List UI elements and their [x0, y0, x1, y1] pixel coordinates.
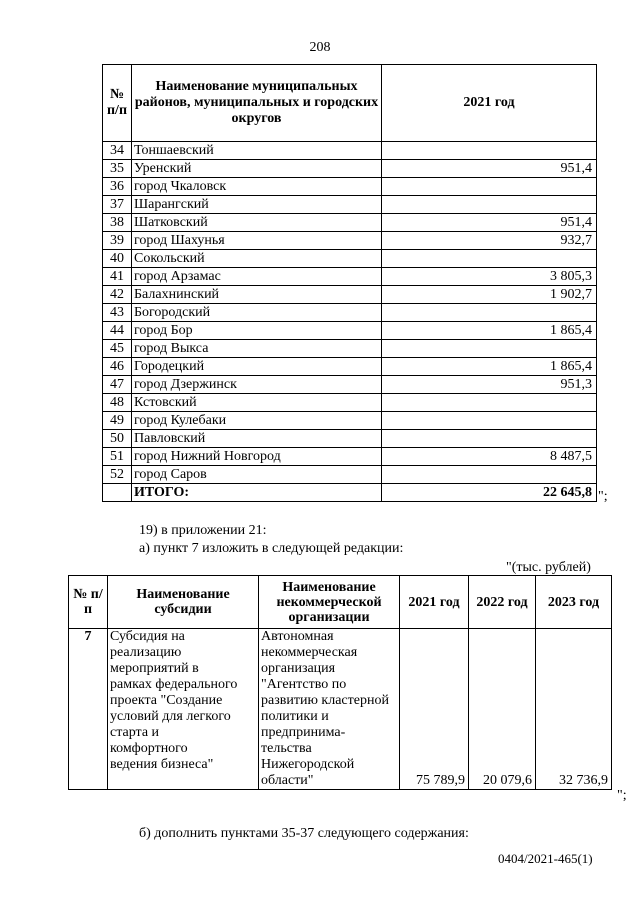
cell-line: некоммерческая	[261, 645, 358, 660]
table-row	[103, 142, 597, 160]
row-num: 41	[103, 268, 132, 286]
row-num: 43	[103, 304, 132, 322]
cell-line: условий для легкого	[110, 709, 231, 724]
row-value: 951,4	[382, 214, 597, 232]
row-num: 46	[103, 358, 132, 376]
row-name: Кстовский	[132, 394, 382, 412]
row-num: 49	[103, 412, 132, 430]
table-row	[103, 376, 597, 394]
row-name: Богородский	[132, 304, 382, 322]
row-value	[382, 340, 597, 358]
cell-line: реализацию	[110, 645, 182, 660]
table-row	[103, 286, 597, 304]
row-num: 7	[69, 629, 108, 790]
row-name: город Арзамас	[132, 268, 382, 286]
cell-line: старта и	[110, 725, 160, 740]
row-name: город Кулебаки	[132, 412, 382, 430]
row-num: 51	[103, 448, 132, 466]
row-num: 47	[103, 376, 132, 394]
row-num: 45	[103, 340, 132, 358]
table-end-mark: ";	[617, 788, 627, 803]
value-2021: 75 789,9	[400, 629, 469, 790]
cell-line: проекта "Создание	[110, 693, 223, 708]
table-row	[103, 322, 597, 340]
table-end-mark: ";	[598, 489, 608, 504]
subsidy-name-cell	[108, 629, 259, 790]
table-row	[103, 340, 597, 358]
cell-line: мероприятий в	[110, 661, 199, 676]
row-value	[382, 412, 597, 430]
cell-line: предпринима-	[261, 725, 346, 740]
total-value: 22 645,8	[382, 484, 597, 502]
table-row	[69, 629, 612, 790]
total-row	[103, 484, 597, 502]
row-name: город Саров	[132, 466, 382, 484]
units-label: "(тыс. рублей)	[506, 560, 591, 575]
row-value: 951,3	[382, 376, 597, 394]
cell-line: ведения бизнеса"	[110, 757, 214, 772]
row-value: 1 902,7	[382, 286, 597, 304]
header-num: № п/п	[69, 576, 108, 629]
row-num: 34	[103, 142, 132, 160]
row-value: 951,4	[382, 160, 597, 178]
row-name: город Дзержинск	[132, 376, 382, 394]
cell-line: организация	[261, 661, 336, 676]
subsidy-distribution-table	[102, 64, 597, 502]
table-row	[103, 232, 597, 250]
row-num: 44	[103, 322, 132, 340]
row-name: город Нижний Новгород	[132, 448, 382, 466]
total-label: ИТОГО:	[132, 484, 382, 502]
cell-line: Субсидия на	[110, 629, 185, 644]
row-name: Балахнинский	[132, 286, 382, 304]
paragraph-item-7: а) пункт 7 изложить в следующей редакции:	[139, 541, 404, 556]
table-row	[103, 448, 597, 466]
cell-line: политики и	[261, 709, 329, 724]
row-value	[382, 196, 597, 214]
row-name: город Выкса	[132, 340, 382, 358]
table-row	[103, 160, 597, 178]
header-2021: 2021 год	[400, 576, 469, 629]
row-name: город Шахунья	[132, 232, 382, 250]
row-value: 3 805,3	[382, 268, 597, 286]
header-subsidy: Наименование субсидии	[108, 576, 259, 629]
header-organization: Наименование некоммерческой организации	[259, 576, 400, 629]
table-row	[103, 358, 597, 376]
cell-line: Нижегородской	[261, 757, 355, 772]
row-name: город Чкаловск	[132, 178, 382, 196]
table-row	[103, 196, 597, 214]
row-num: 38	[103, 214, 132, 232]
row-num: 36	[103, 178, 132, 196]
row-value	[382, 430, 597, 448]
table-header-row	[103, 65, 597, 142]
paragraph-appendix: 19) в приложении 21:	[139, 523, 267, 538]
row-value	[382, 250, 597, 268]
row-num: 48	[103, 394, 132, 412]
table-row	[103, 214, 597, 232]
row-name: Шарангский	[132, 196, 382, 214]
page-number: 208	[309, 40, 331, 55]
row-num: 37	[103, 196, 132, 214]
row-value: 932,7	[382, 232, 597, 250]
row-value	[382, 142, 597, 160]
cell-line: области"	[261, 773, 314, 788]
row-value: 1 865,4	[382, 322, 597, 340]
paragraph-add-items: б) дополнить пунктами 35-37 следующего содержания:	[139, 826, 469, 841]
row-num: 39	[103, 232, 132, 250]
table-row	[103, 304, 597, 322]
row-name: Городецкий	[132, 358, 382, 376]
row-num: 35	[103, 160, 132, 178]
table-body	[103, 142, 597, 502]
header-2023: 2023 год	[536, 576, 612, 629]
header-num: № п/п	[103, 65, 132, 142]
cell-line: рамках федерального	[110, 677, 238, 692]
row-value	[382, 178, 597, 196]
row-name: Уренский	[132, 160, 382, 178]
value-2022: 20 079,6	[469, 629, 536, 790]
cell-line: развитию кластерной	[261, 693, 389, 708]
value-2023: 32 736,9	[536, 629, 612, 790]
row-name: Сокольский	[132, 250, 382, 268]
subsidy-item-table	[68, 575, 612, 790]
table-header-row	[69, 576, 612, 629]
row-num: 42	[103, 286, 132, 304]
row-name: Шатковский	[132, 214, 382, 232]
row-num: 40	[103, 250, 132, 268]
row-value: 8 487,5	[382, 448, 597, 466]
table-row	[103, 394, 597, 412]
organization-name-cell	[259, 629, 400, 790]
table-row	[103, 250, 597, 268]
row-value	[382, 304, 597, 322]
table-row	[103, 178, 597, 196]
row-value: 1 865,4	[382, 358, 597, 376]
header-year: 2021 год	[382, 65, 597, 142]
table-row	[103, 412, 597, 430]
table-row	[103, 430, 597, 448]
row-name: Тоншаевский	[132, 142, 382, 160]
row-num: 52	[103, 466, 132, 484]
cell-line: Автономная	[261, 629, 334, 644]
table-row	[103, 466, 597, 484]
document-code: 0404/2021-465(1)	[498, 851, 593, 866]
table-row	[103, 268, 597, 286]
row-name: город Бор	[132, 322, 382, 340]
cell-line: тельства	[261, 741, 312, 756]
header-name: Наименование муниципальных районов, муниципальных и городских округов	[132, 65, 382, 142]
total-num	[103, 484, 132, 502]
row-num: 50	[103, 430, 132, 448]
row-value	[382, 466, 597, 484]
header-2022: 2022 год	[469, 576, 536, 629]
cell-line: комфортного	[110, 741, 188, 756]
row-name: Павловский	[132, 430, 382, 448]
cell-line: "Агентство по	[261, 677, 347, 692]
row-value	[382, 394, 597, 412]
